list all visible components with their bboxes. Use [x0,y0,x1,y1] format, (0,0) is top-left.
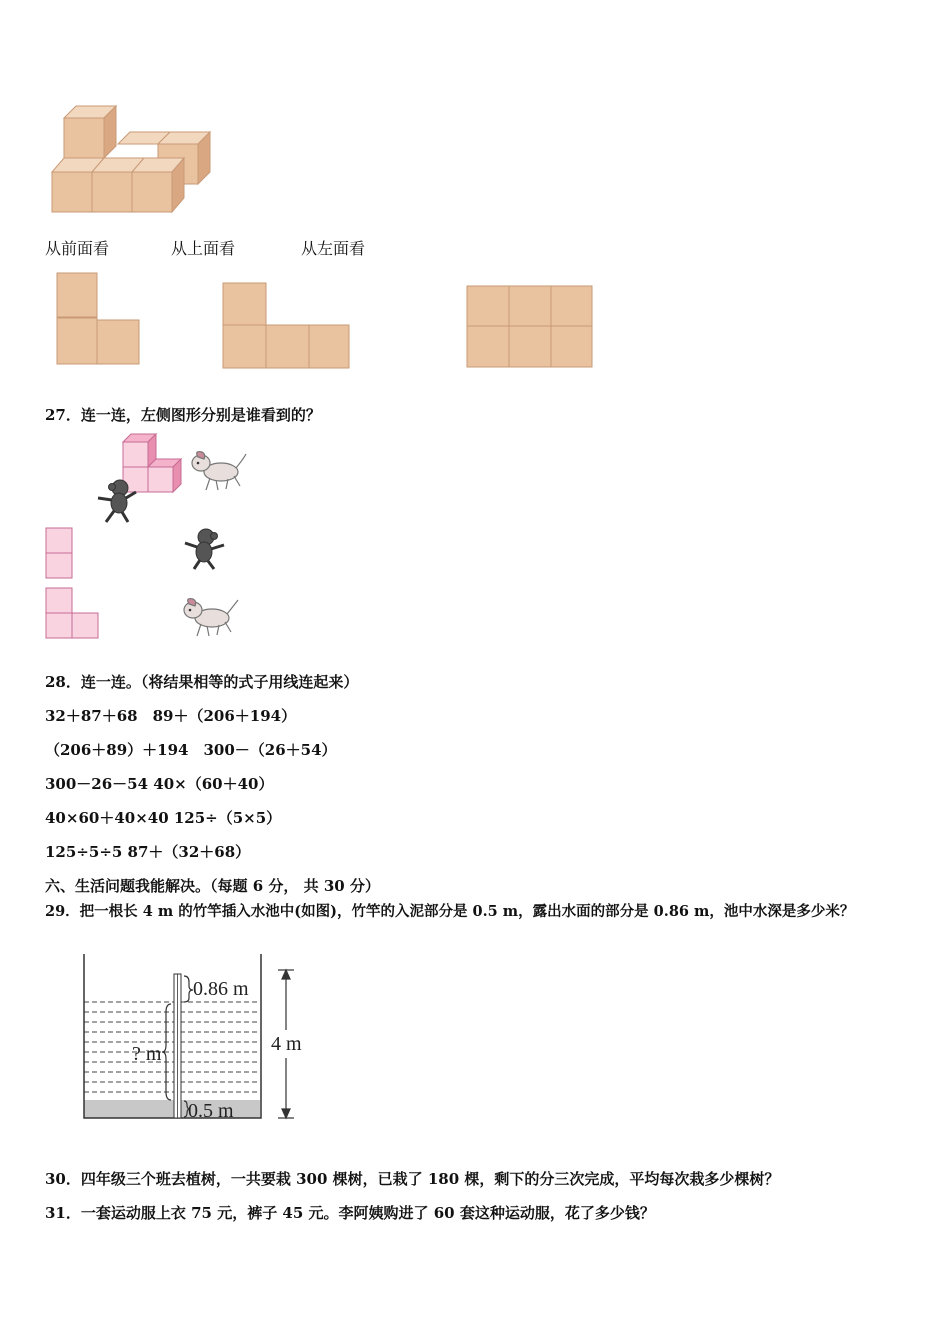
label-water-depth: ? m [132,1043,162,1065]
mud-layer [84,1100,260,1118]
brace-above [184,976,193,1002]
monkey-icon-answer [182,527,228,571]
label-total-length: 4 m [271,1033,302,1055]
left-view-shape [466,285,594,369]
pool-diagram [80,950,320,1125]
q28-title: 28．连一连。（将结果相等的式子用线连起来） [45,673,359,691]
front-view-shape [56,272,142,366]
q28-row-5: 125÷5÷5 87＋（32＋68） [45,843,251,861]
q28-row-2: （206＋89）＋194 300－（26＋54） [45,741,337,759]
dog-icon [188,448,250,492]
monkey-icon [92,478,140,524]
dog-icon-answer [180,596,242,640]
top-view-shape [222,282,352,370]
shape-l-three [45,587,101,641]
q29-text: 29．把一根长 4 m 的竹竿插入水池中(如图)，竹竿的入泥部分是 0.5 m，露出水面的部分是 0.86 m，池中水深是多少米？ [45,903,855,920]
top-cube [64,106,116,158]
q28-row-1: 32＋87＋68 89＋（206＋194） [45,707,297,725]
left-view-label: 从左面看 [301,239,366,258]
q28-row-4: 40×60＋40×40 125÷（5×5） [45,809,282,827]
front-view-label: 从前面看 [45,239,110,258]
shape-two-stacked [45,527,75,581]
q31-text: 31．一套运动服上衣 75 元，裤子 45 元。李阿姨购进了 60 套这种运动服，花了多少钱？ [45,1204,655,1222]
q28-row-3: 300－26－54 40×（60＋40） [45,775,274,793]
label-mud: 0.5 m [188,1100,234,1122]
q30-text: 30．四年级三个班去植树，一共要栽 300 棵树，已栽了 180 棵，剩下的分三次完成，平均每次栽多少棵树？ [45,1170,780,1188]
water-lines [84,1002,260,1092]
top-view-label: 从上面看 [171,239,236,258]
label-above-water: 0.86 m [193,978,249,1000]
cube-stack-figure [50,102,205,217]
q27-text: 27．连一连，左侧图形分别是谁看到的？ [45,406,321,424]
front-row-cubes [52,158,184,212]
section-6-heading: 六、生活问题我能解决。（每题 6 分， 共 30 分） [45,877,380,895]
